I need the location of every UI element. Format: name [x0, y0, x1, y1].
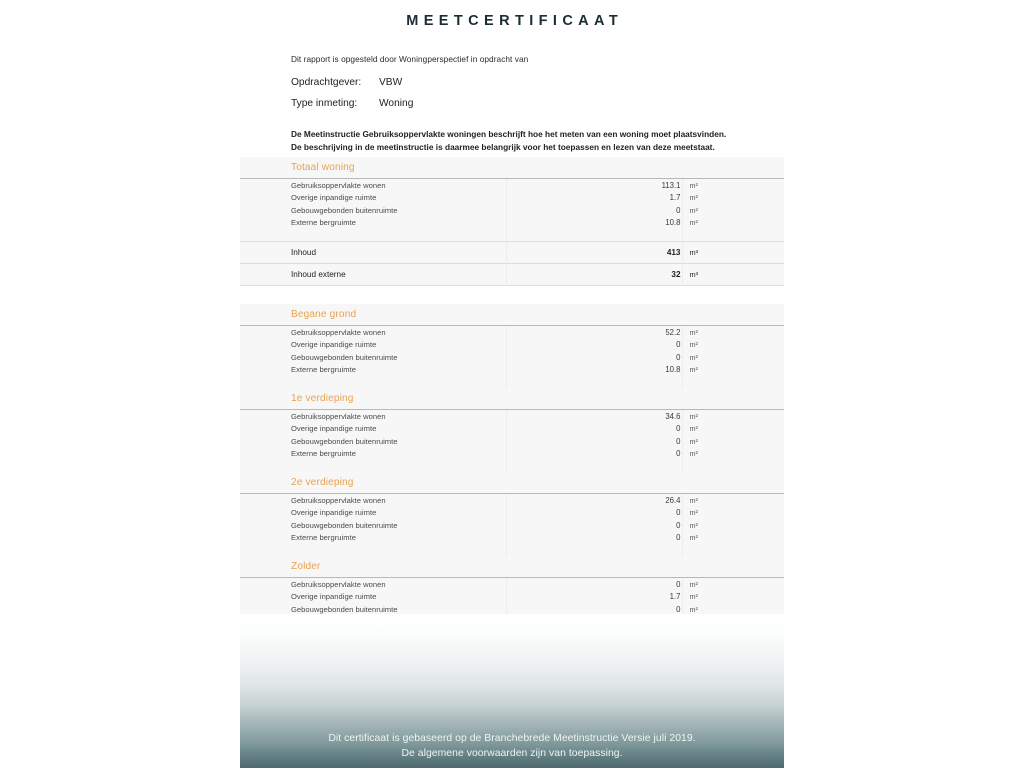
table-row [240, 217, 784, 230]
explanation-text [240, 119, 784, 154]
row-mid-spacer [506, 351, 646, 364]
row-mid-spacer [506, 179, 646, 192]
row-value: 52.2 [646, 326, 682, 339]
spacer-cell [646, 544, 682, 556]
row-value: 0 [646, 435, 682, 448]
row-mid-spacer [506, 578, 646, 591]
row-unit: m² [682, 326, 784, 339]
row-label: Overige inpandige ruimte [240, 192, 506, 205]
section-header-row [240, 556, 784, 578]
row-value: 0 [646, 603, 682, 616]
row-unit: m² [682, 603, 784, 616]
row-unit: m² [682, 532, 784, 545]
spacer-cell [646, 460, 682, 472]
spacer-cell [240, 376, 506, 388]
row-value: 0 [646, 507, 682, 520]
section-title: 1e verdieping [240, 388, 506, 410]
table-row [240, 494, 784, 507]
explanation-line-2: De beschrijving in de meetinstructie is daarmee belangrijk voor het toepassen en lezen van deze meetstaat. [291, 141, 715, 152]
table-row [240, 507, 784, 520]
section-header-spacer-unit [682, 472, 784, 494]
section-header-spacer-mid [506, 304, 646, 326]
row-value: 0 [646, 532, 682, 545]
row-label: Overige inpandige ruimte [240, 591, 506, 604]
row-unit: m² [682, 192, 784, 205]
section-header-spacer-mid [506, 388, 646, 410]
meta-row-opdrachtgever [291, 77, 784, 88]
section-header-spacer-num [646, 388, 682, 410]
row-unit: m² [682, 410, 784, 423]
row-mid-spacer [506, 448, 646, 461]
row-unit: m² [682, 591, 784, 604]
row-value: 26.4 [646, 494, 682, 507]
row-label: Gebruiksoppervlakte wonen [240, 494, 506, 507]
total-unit: m³ [682, 242, 784, 264]
row-value: 0 [646, 204, 682, 217]
table-total-row [240, 242, 784, 264]
row-unit: m² [682, 494, 784, 507]
row-value: 1.7 [646, 591, 682, 604]
row-value: 10.8 [646, 364, 682, 377]
row-value: 0 [646, 339, 682, 352]
spacer-cell [682, 544, 784, 556]
row-label: Gebouwgebonden buitenruimte [240, 519, 506, 532]
row-unit: m² [682, 217, 784, 230]
row-unit: m² [682, 351, 784, 364]
measurement-table [240, 157, 784, 641]
intro-text: Dit rapport is opgesteld door Woningperspectief in opdracht van [291, 54, 529, 64]
spacer-cell [682, 286, 784, 305]
table-row [240, 192, 784, 205]
row-mid-spacer [506, 591, 646, 604]
table-row [240, 339, 784, 352]
row-unit: m² [682, 578, 784, 591]
row-unit: m² [682, 435, 784, 448]
row-value: 0 [646, 578, 682, 591]
spacer-cell [506, 376, 646, 388]
spacer-cell [682, 460, 784, 472]
row-value: 0 [646, 519, 682, 532]
row-mid-spacer [506, 532, 646, 545]
section-title: Begane grond [240, 304, 506, 326]
meta-label-type-inmeting: Type inmeting: [291, 98, 358, 109]
total-unit: m³ [682, 264, 784, 286]
spacer-cell [646, 376, 682, 388]
row-label: Externe bergruimte [240, 217, 506, 230]
row-label: Externe bergruimte [240, 448, 506, 461]
row-unit: m² [682, 179, 784, 192]
row-unit: m² [682, 204, 784, 217]
table-spacer [240, 376, 784, 388]
spacer-cell [682, 229, 784, 242]
row-unit: m² [682, 339, 784, 352]
spacer-cell [506, 460, 646, 472]
row-unit: m² [682, 448, 784, 461]
table-row [240, 204, 784, 217]
row-value: 0 [646, 448, 682, 461]
section-header-spacer-unit [682, 157, 784, 179]
spacer-cell [240, 286, 506, 305]
section-header-row [240, 157, 784, 179]
row-label: Gebruiksoppervlakte wonen [240, 578, 506, 591]
total-label: Inhoud externe [240, 264, 506, 286]
spacer-cell [240, 544, 506, 556]
explanation-line-1: De Meetinstructie Gebruiksoppervlakte woningen beschrijft hoe het meten van een woning moet plaatsvinden. [291, 129, 727, 139]
row-label: Overige inpandige ruimte [240, 423, 506, 436]
row-unit: m² [682, 507, 784, 520]
table-row [240, 179, 784, 192]
row-mid-spacer [506, 410, 646, 423]
section-header-spacer-mid [506, 157, 646, 179]
row-mid-spacer [506, 326, 646, 339]
table-total-row [240, 264, 784, 286]
section-header-spacer-num [646, 304, 682, 326]
table-row [240, 423, 784, 436]
spacer-cell [646, 286, 682, 305]
section-header-spacer-mid [506, 472, 646, 494]
section-header-spacer-unit [682, 304, 784, 326]
row-value: 1.7 [646, 192, 682, 205]
row-mid-spacer [506, 507, 646, 520]
row-mid-spacer [506, 192, 646, 205]
section-header-row [240, 472, 784, 494]
row-mid-spacer [506, 519, 646, 532]
row-label: Gebouwgebonden buitenruimte [240, 435, 506, 448]
row-label: Gebouwgebonden buitenruimte [240, 204, 506, 217]
row-mid-spacer [506, 364, 646, 377]
spacer-cell [506, 286, 646, 305]
row-label: Gebouwgebonden buitenruimte [240, 351, 506, 364]
row-label: Gebruiksoppervlakte wonen [240, 326, 506, 339]
section-header-row [240, 388, 784, 410]
table-row [240, 351, 784, 364]
section-header-spacer-mid [506, 556, 646, 578]
footer-line-2: De algemene voorwaarden zijn van toepassing. [401, 747, 623, 759]
section-title: Totaal woning [240, 157, 506, 179]
meta-value-opdrachtgever: VBW [379, 77, 403, 88]
spacer-cell [240, 460, 506, 472]
section-title: 2e verdieping [240, 472, 506, 494]
table-row [240, 410, 784, 423]
row-mid-spacer [506, 204, 646, 217]
section-header-spacer-num [646, 472, 682, 494]
row-mid-spacer [506, 494, 646, 507]
table-row [240, 532, 784, 545]
row-label: Externe bergruimte [240, 364, 506, 377]
measurement-table-wrap [240, 157, 784, 641]
total-value: 413 [646, 242, 682, 264]
row-label: Gebruiksoppervlakte wonen [240, 410, 506, 423]
table-row [240, 326, 784, 339]
section-header-spacer-num [646, 157, 682, 179]
spacer-cell [682, 376, 784, 388]
spacer-cell [506, 229, 646, 242]
row-label: Overige inpandige ruimte [240, 507, 506, 520]
table-row [240, 591, 784, 604]
row-mid-spacer [506, 339, 646, 352]
row-mid-spacer [506, 217, 646, 230]
section-title: Zolder [240, 556, 506, 578]
row-label: Overige inpandige ruimte [240, 339, 506, 352]
row-mid-spacer [506, 435, 646, 448]
spacer-cell [506, 544, 646, 556]
table-spacer [240, 229, 784, 242]
meta-row-type-inmeting [291, 98, 784, 109]
row-mid-spacer [506, 423, 646, 436]
row-label: Externe bergruimte [240, 532, 506, 545]
section-header-spacer-num [646, 556, 682, 578]
total-mid-spacer [506, 264, 646, 286]
spacer-cell [646, 229, 682, 242]
meta-value-type-inmeting: Woning [379, 98, 414, 109]
row-unit: m² [682, 519, 784, 532]
meta-label-opdrachtgever: Opdrachtgever: [291, 77, 362, 88]
row-label: Gebouwgebonden buitenruimte [240, 603, 506, 616]
total-value: 32 [646, 264, 682, 286]
row-value: 113.1 [646, 179, 682, 192]
section-header-spacer-unit [682, 556, 784, 578]
row-unit: m² [682, 423, 784, 436]
row-label: Gebruiksoppervlakte wonen [240, 179, 506, 192]
table-row [240, 519, 784, 532]
total-mid-spacer [506, 242, 646, 264]
section-header-row [240, 304, 784, 326]
measurement-table-body [240, 157, 784, 641]
table-row [240, 448, 784, 461]
table-spacer [240, 544, 784, 556]
row-value: 0 [646, 423, 682, 436]
spacer-cell [240, 229, 506, 242]
document-sheet [240, 0, 784, 768]
footer-banner [240, 614, 784, 768]
row-value: 0 [646, 351, 682, 364]
table-row [240, 364, 784, 377]
row-unit: m² [682, 364, 784, 377]
table-row [240, 435, 784, 448]
page-title: MEETCERTIFICAAT [406, 13, 624, 29]
total-label: Inhoud [240, 242, 506, 264]
row-value: 10.8 [646, 217, 682, 230]
footer-line-1: Dit certificaat is gebaseerd op de Branchebrede Meetinstructie Versie juli 2019. [328, 732, 696, 744]
section-header-spacer-unit [682, 388, 784, 410]
meta-list [240, 64, 784, 109]
table-row [240, 578, 784, 591]
table-section-gap [240, 286, 784, 305]
table-spacer [240, 460, 784, 472]
row-value: 34.6 [646, 410, 682, 423]
